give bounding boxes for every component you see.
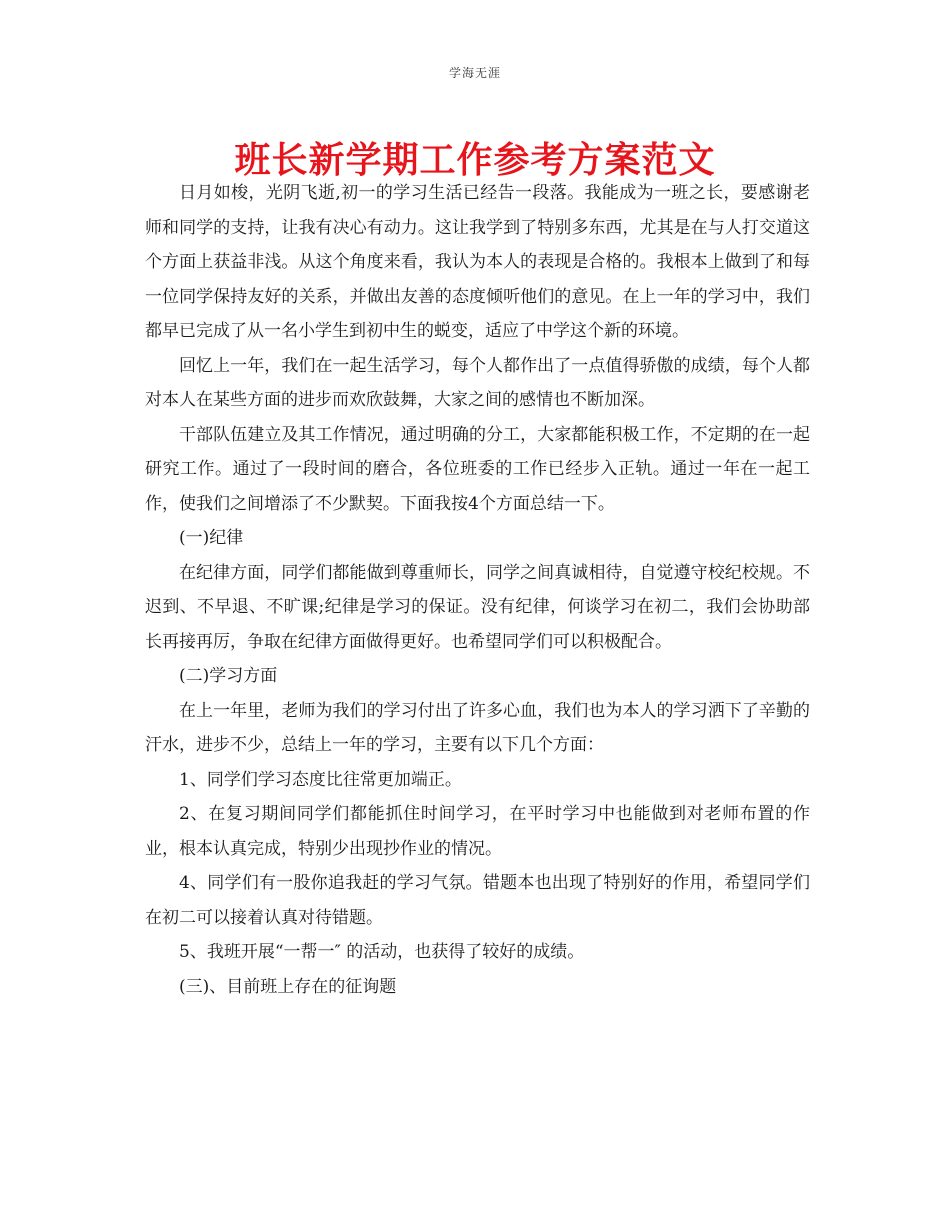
section-heading-study: (二)学习方面 <box>179 666 278 686</box>
list-item-4: 4、同学们有一股你追我赶的学习气氛。错题本也出现了特别好的作用，希望同学们在初二可以接着认真对待错题。 <box>145 873 810 928</box>
paragraph-intro: 日月如梭，光阴飞逝,初一的学习生活已经告一段落。我能成为一班之长，要感谢老师和同学的支持，让我有决心有动力。这让我学到了特别多东西，尤其是在与人打交道这个方面上获益非浅。从这个角度来看，我认为本人的表现是合格的。我根本上做到了和每一位同学保持友好的关系，并做出友善的态度倾听他们的意见。在上一年的学习中，我们都早已完成了从一名小学生到初中生的蜕变，适应了中学这个新的环境。 <box>145 183 810 341</box>
list-item-1: 1、同学们学习态度比往常更加端正。 <box>179 769 462 790</box>
page-header: 学海无涯 <box>448 66 501 80</box>
section-heading-problems: (三)、目前班上存在的征询题 <box>179 976 397 997</box>
paragraph-study: 在上一年里，老师为我们的学习付出了许多心血，我们也为本人的学习洒下了辛勤的汗水，进步不少，总结上一年的学习，主要有以下几个方面： <box>145 700 810 755</box>
paragraph-discipline: 在纪律方面，同学们都能做到尊重师长，同学之间真诚相待，自觉遵守校纪校规。不迟到、不早退、不旷课;纪律是学习的保证。没有纪律，何谈学习在初二，我们会协助部长再接再厉，争取在纪律方面做得更好。也希望同学们可以积极配合。 <box>145 562 810 652</box>
document-body <box>145 176 810 1004</box>
list-item-5: 5、我班开展“一帮一″ 的活动，也获得了较好的成绩。 <box>179 942 585 962</box>
section-heading-discipline: (一)纪律 <box>179 528 244 548</box>
document-title: 班长新学期工作参考方案范文 <box>234 140 716 181</box>
paragraph-cadres: 干部队伍建立及其工作情况，通过明确的分工，大家都能积极工作，不定期的在一起研究工作。通过了一段时间的磨合，各位班委的工作已经步入正轨。通过一年在一起工作，使我们之间增添了不少默契。下面我按4个方面总结一下。 <box>145 424 810 514</box>
paragraph-review: 回忆上一年，我们在一起生活学习，每个人都作出了一点值得骄傲的成绩，每个人都对本人在某些方面的进步而欢欣鼓舞，大家之间的感情也不断加深。 <box>145 355 810 410</box>
list-item-2: 2、在复习期间同学们都能抓住时间学习，在平时学习中也能做到对老师布置的作业，根本认真完成，特别少出现抄作业的情况。 <box>145 804 810 859</box>
